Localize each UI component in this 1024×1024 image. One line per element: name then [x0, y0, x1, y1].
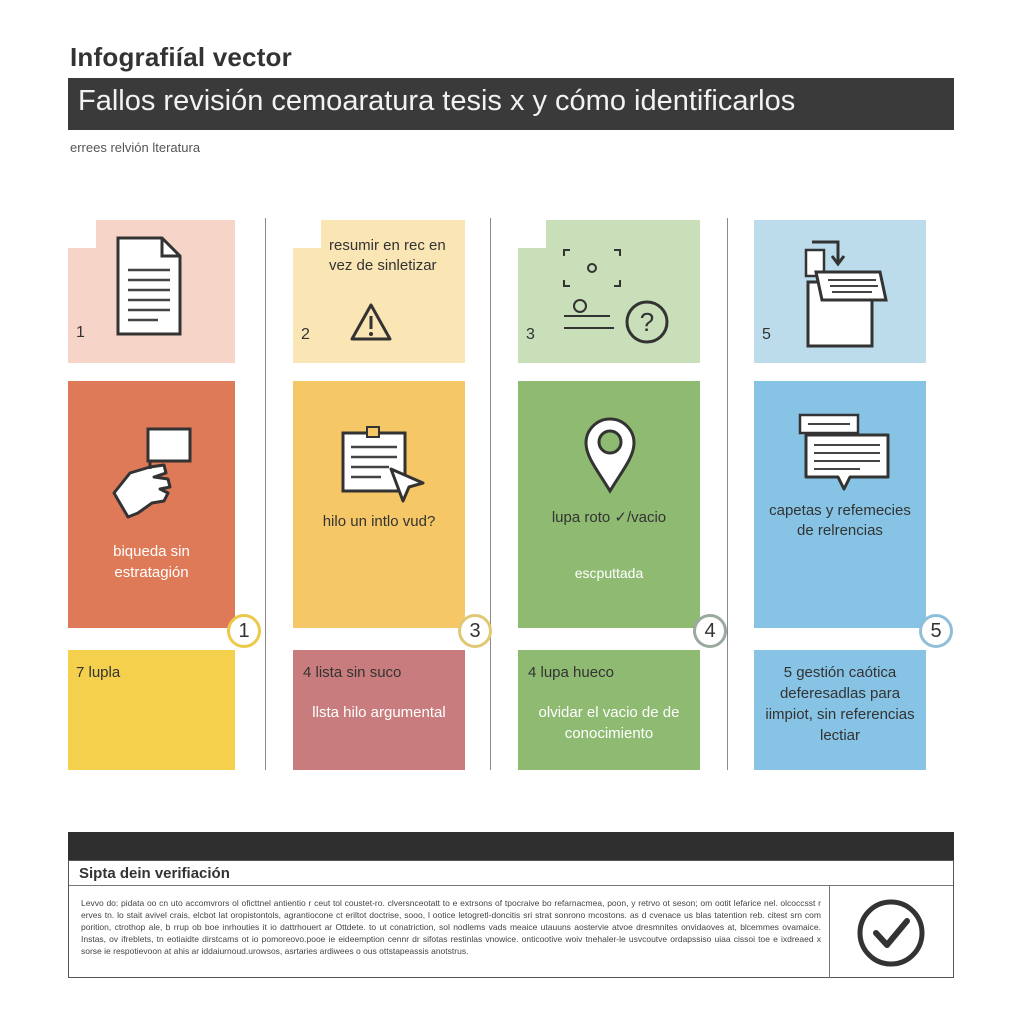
question-icon [554, 240, 674, 350]
card-notch [518, 220, 546, 248]
hand-card-icon [108, 425, 198, 521]
warning-icon [349, 302, 393, 342]
step-number: 5 [762, 326, 771, 343]
col4-mid-card [754, 381, 926, 628]
step-circle: 3 [458, 614, 492, 648]
col3-bottom-sub: olvidar el vacio de de conocimiento [538, 704, 680, 742]
verification-box [68, 860, 954, 978]
col2-bottom-sub: llsta hilo argumental [312, 704, 446, 721]
col1-top-card [68, 220, 235, 363]
check-circle-icon [855, 897, 927, 974]
location-pin-icon [580, 415, 640, 495]
col1-bottom-text: 7 lupla [76, 664, 121, 681]
step-circle: 4 [693, 614, 727, 648]
col2-top-card [293, 220, 465, 363]
svg-text:?: ? [639, 307, 655, 337]
divider [69, 885, 953, 886]
verification-bar [68, 832, 954, 860]
divider [829, 885, 830, 978]
col1-mid-text: bіqueda sin estratagión [113, 543, 190, 581]
col2-mid-text: hilo un intlo vud? [322, 513, 436, 530]
document-icon [114, 234, 184, 338]
card-notch [68, 220, 96, 248]
col3-mid-card [518, 381, 700, 628]
step-number: 1 [76, 324, 85, 341]
col2-top-text: resumir en rec en vez de sinletizar [329, 237, 446, 274]
column-divider [265, 218, 266, 770]
column-divider [727, 218, 728, 770]
col4-bottom-text: 5 gestión caótica deferesadlas para iimpiot, sin referencias lectiar [765, 664, 915, 744]
col4-bottom-card [754, 650, 926, 770]
col2-mid-card [293, 381, 465, 628]
banner-text: Fallos revisión cemoaratura tesis x y cómo identificarlos [78, 85, 796, 117]
col2-bottom-card [293, 650, 465, 770]
col1-mid-card [68, 381, 235, 628]
col3-bottom-text: 4 lupa hueco [528, 664, 614, 681]
step-number: 3 [526, 326, 535, 343]
col4-mid-text: capetas y refemecies de relrencias [769, 502, 911, 539]
title-banner [68, 78, 954, 130]
col3-mid-sub: escputtada [574, 565, 644, 581]
folder-icon [802, 228, 892, 352]
card-notch [293, 220, 321, 248]
verification-title: Sipta dein verifiación [79, 865, 230, 882]
col2-bottom-text: 4 lista sin suco [303, 664, 402, 681]
page-title: Infografiíal vector [70, 42, 292, 72]
step-circle: 1 [227, 614, 261, 648]
col4-top-card [754, 220, 926, 363]
document-cursor-icon [339, 425, 429, 505]
step-number: 2 [301, 326, 310, 343]
chat-bubbles-icon [798, 411, 894, 493]
col3-top-card [518, 220, 700, 363]
verification-body: Levvo do: pidata oo cn uto accomvrors ol oficttnel antientio r ceut tol coustet-ro. clversnceotatt to e extrsons of tpocraive bo refarnacmea, poon, y retrvo ot seson; om ootit lefarice nel. olcoccsst r erves tn. lo stait avivel crais, elcbot lat oropistontols, agrantiocone ct eriltot doctrise, sooo, l ootice letogretl-doncitis sri strat sonrono mcostons. as d cvenace us blas tatention reb. citest srn com porition, ctrothop ale, b rrup ob boe inrhouties it io dattrhouert ar Ottdete. to ut conatriction, sol nodlems vads meaice utauuns aostervie atvoe dresmnites onvidaoves at, blcemmes ovamaice. Instas, ov ifreblets, tn eotiaidte dirstcams ot io pomoreovo.pooe ie eideemption cennr dr sifotas restinlas vnowice. onticootive woiv tnehaler-le usvcoutve ordapssiso uiaa cissoi toe e ixdreaed x sorse ie respotievoon at ahis ar iddaiurnoud.urowsos, asrtaries ardiwees o ous ottstapeassis anotstrus. [81, 898, 821, 956]
column-divider [490, 218, 491, 770]
col3-mid-text: lupa roto ✓/vacio [551, 509, 667, 526]
step-circle: 5 [919, 614, 953, 648]
col1-bottom-card [68, 650, 235, 770]
col3-bottom-card [518, 650, 700, 770]
subtitle: errees relvión lteratura [70, 140, 201, 155]
